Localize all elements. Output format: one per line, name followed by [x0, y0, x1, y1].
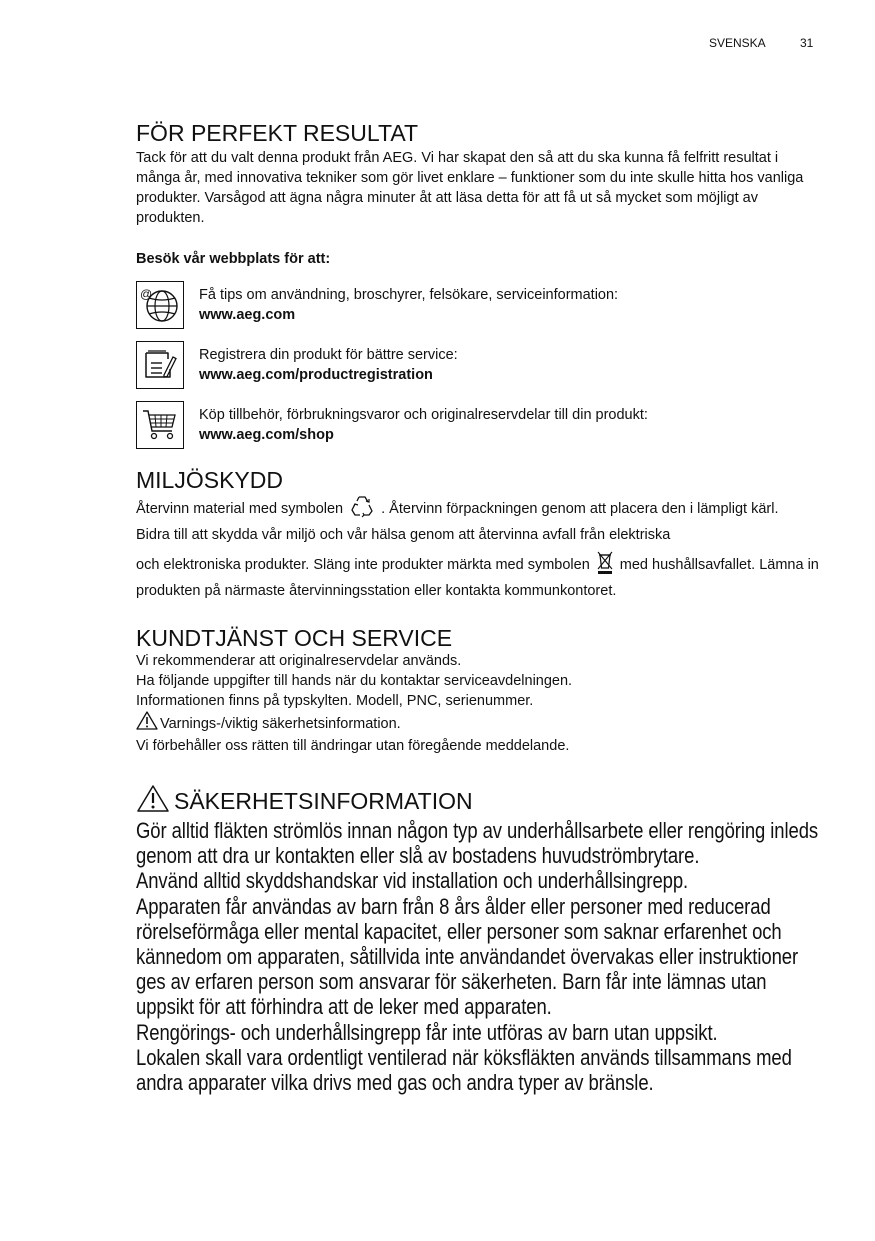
environment-line3-after: med hushållsavfallet. Lämna in produkten på närmaste återvinningsstation eller kontakta kommunkontoret.	[136, 556, 819, 599]
safety-warning-icon	[136, 784, 170, 818]
service-warning-text: Varnings-/viktig säkerhetsinformation.	[160, 716, 401, 732]
recycle-icon	[349, 493, 375, 525]
environment-text-3	[136, 549, 826, 601]
service-title: KUNDTJÄNST OCH SERVICE	[136, 625, 453, 651]
visit-heading: Besök vår webbplats för att:	[136, 251, 331, 267]
header-language: SVENSKA	[709, 36, 766, 50]
link-row-registration	[136, 341, 826, 389]
environment-line3-before: och elektroniska produkter. Släng inte produkter märkta med symbolen	[136, 556, 590, 573]
safety-body	[136, 818, 826, 1095]
warning-icon	[136, 711, 158, 736]
service-line-3: Informationen finns på typskylten. Modell, PNC, serienummer.	[136, 693, 534, 709]
service-line-2: Ha följande uppgifter till hands när du kontaktar serviceavdelningen.	[136, 673, 573, 689]
environment-line1-after: . Återvinn förpackningen genom att placera den i lämpligt kärl.	[381, 500, 779, 517]
link-url-aeg[interactable]: www.aeg.com	[199, 307, 296, 323]
environment-title: MILJÖSKYDD	[136, 467, 283, 493]
safety-paragraph-3: Apparaten får användas av barn från 8 års ålder eller personer med reducerad rörelseförmåga eller mental kapacitet, eller personer som saknar erfarenhet och kännedom om apparaten, såtillvida inte användandet övervakas eller instruktioner ges av erfaren person som ansvarar för säkerheten. Barn får inte lämnas utan uppsikt för att förhindra att de leker med apparaten.	[136, 893, 799, 1020]
weee-bin-icon	[596, 549, 614, 581]
link-text-tips: Få tips om användning, broschyrer, felsökare, serviceinformation:	[199, 287, 619, 303]
safety-title: SÄKERHETSINFORMATION	[174, 788, 473, 814]
link-text-registration: Registrera din produkt för bättre service:	[199, 347, 458, 363]
svg-text:@: @	[140, 287, 153, 301]
page-content	[136, 120, 826, 1095]
link-text-shop: Köp tillbehör, förbrukningsvaror och originalreservdelar till din produkt:	[199, 407, 648, 423]
safety-paragraph-2: Använd alltid skyddshandskar vid installation och underhållsingrepp.	[136, 868, 689, 894]
safety-paragraph-5: Lokalen skall vara ordentligt ventilerad när köksfläkten används tillsammans med andra apparater vilka drivs med gas och andra typer av bränsle.	[136, 1044, 792, 1096]
environment-text-1	[136, 493, 826, 525]
shopping-cart-icon	[136, 401, 184, 449]
safety-heading	[136, 784, 826, 818]
globe-icon	[136, 281, 184, 329]
safety-paragraph-4: Rengörings- och underhållsingrepp får inte utföras av barn utan uppsikt.	[136, 1019, 718, 1045]
environment-line1-before: Återvinn material med symbolen	[136, 500, 344, 517]
service-warning-line	[136, 711, 826, 736]
page-number: 31	[800, 36, 814, 50]
link-url-shop[interactable]: www.aeg.com/shop	[199, 427, 334, 443]
perfect-result-intro: Tack för att du valt denna produkt från AEG. Vi har skapat den så att du ska kunna få felfritt resultat i många år, med innovativa tekniker som gör livet enklare – funktioner som du inte skulle hitta hos vanliga produkter. Varsågod att ägna några minuter åt att läsa detta för att få ut så mycket som möjligt av produkten.	[136, 150, 804, 226]
link-row-shop	[136, 401, 826, 449]
link-url-productregistration[interactable]: www.aeg.com/productregistration	[199, 367, 433, 383]
service-line-1: Vi rekommenderar att originalreservdelar används.	[136, 653, 462, 669]
service-last-line: Vi förbehåller oss rätten till ändringar utan föregående meddelande.	[136, 738, 570, 754]
registration-form-icon	[136, 341, 184, 389]
safety-paragraph-1: Gör alltid fläkten strömlös innan någon typ av underhållsarbete eller rengöring inleds genom att dra ur kontakten eller slå av bostadens huvudströmbrytare.	[136, 818, 819, 869]
environment-text-2: Bidra till att skydda vår miljö och vår hälsa genom att återvinna avfall från elektriska	[136, 527, 671, 543]
perfect-result-title: FÖR PERFEKT RESULTAT	[136, 120, 418, 146]
link-row-tips	[136, 281, 826, 329]
